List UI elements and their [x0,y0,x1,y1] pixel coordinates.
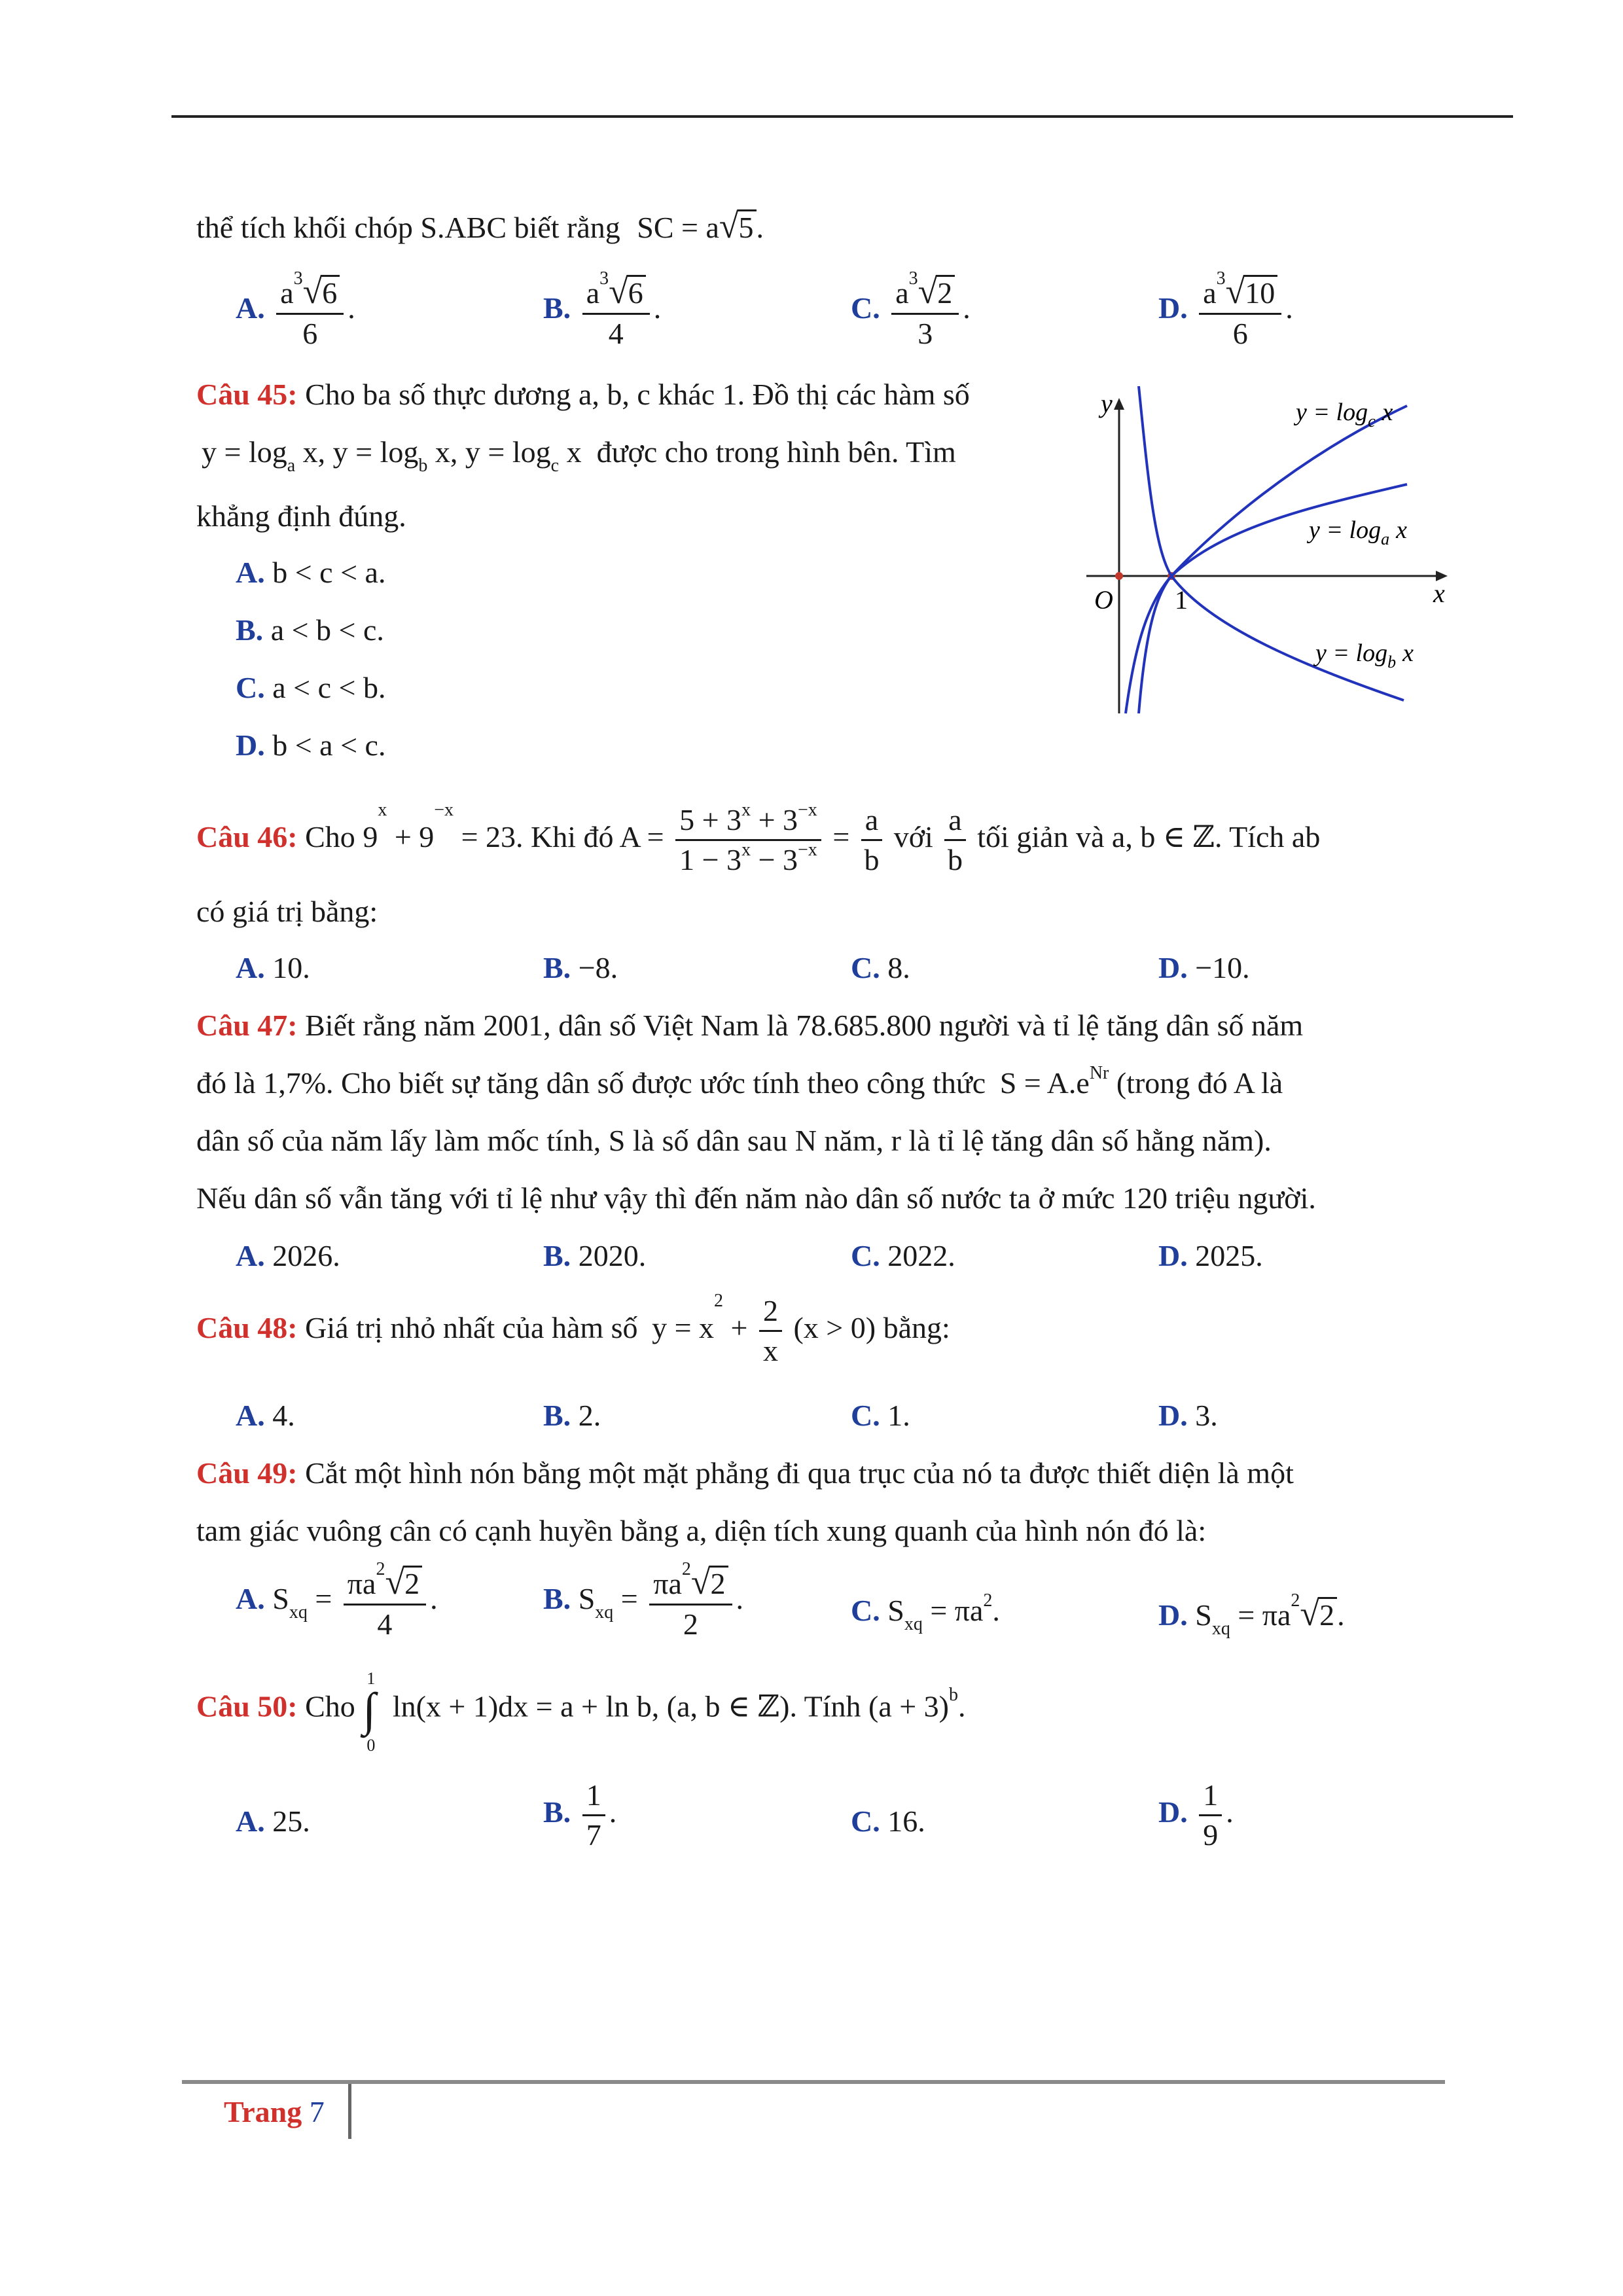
option-label: A. [236,291,265,325]
q45-line3: khẳng định đúng. [196,499,406,533]
q46-option-c: C. 8. [851,951,910,984]
option-label: C. [851,291,880,325]
q44-sqrt: 5 [738,209,757,243]
q50-option-b: B. $\frac{1}{7}$ . [543,1778,617,1852]
q47-line2: đó là 1,7%. Cho biết sự tăng dân số được ước tính theo công thức $S = A.e^{Nr}$ (trong đó A là [196,1063,1283,1100]
origin-point [1115,572,1123,580]
q50-option-d: D. $\frac{1}{9}$ . [1158,1778,1234,1852]
q47-line4: Nếu dân số vẫn tăng với tỉ lệ như vậy thì đến năm nào dân số nước ta ở mức 120 triệu người. [196,1181,1316,1215]
integral-sign: 1 ∫ 0 [363,1669,376,1755]
option-fraction: $\frac{a^3√6}{4}$ [582,274,650,349]
q47-option-b: B. 2020. [543,1239,647,1272]
question-label: Câu 48: [196,1311,298,1345]
one-label: 1 [1175,585,1188,615]
q49-option-a: A. $S_{xq}$ = $\frac{\pi a^2√2}{4}$ . [236,1559,438,1641]
q44-option-d: D. $\frac{a^3√10}{6}$ . [1158,268,1293,350]
q46-option-a: A. 10. [236,951,310,984]
q47-option-d: D. 2025. [1158,1239,1263,1272]
page-footer [224,2094,325,2129]
curve-log-c [1139,406,1407,713]
y-label: y [1101,389,1113,418]
q44-option-c: C. $\frac{a^3√2}{3}$ . [851,268,971,350]
q46-option-b: B. −8. [543,951,618,984]
label-log-c: $y = \log_c x$ [1296,399,1393,431]
q48-option-a: A. 4. [236,1399,295,1432]
q44-end: . [756,211,764,244]
q49-line1: Câu 49: Cắt một hình nón bằng một mặt phẳng đi qua trục của nó ta được thiết diện là một [196,1456,1294,1490]
q46-line1: Câu 46: Cho $9^x + 9^{-x} = 23$. Khi đó A = $\frac{5 + 3^x + 3^{-x}}{1 - 3^x - 3^{-x}}$ = $\frac{a}{b}$ với $\frac{a}{b}$ tối giản và a, b ∈ ℤ. Tích ab [196,800,1321,876]
origin-label: O [1094,585,1113,615]
x-label: x [1433,579,1445,608]
q48-option-b: B. 2. [543,1399,601,1432]
q45-line2: $y = \log_a x$, $y = \log_b x$, $y = \log_c x$ được cho trong hình bên. Tìm [202,435,956,476]
question-label: Câu 47: [196,1009,298,1042]
q48-line1: Câu 48: Giá trị nhỏ nhất của hàm số $y = x^2$ + $\frac{2}{x}$ (x > 0) bằng: [196,1291,950,1367]
page-number: 7 [309,2095,325,2128]
q45-line1 [196,380,970,410]
label-log-b: $y = \log_b x$ [1315,639,1414,672]
question-label: Câu 46: [196,820,298,854]
log-graph [1073,386,1453,726]
q49-option-c: C. $S_{xq} = \pi a^2$. [851,1590,1000,1634]
question-label: Câu 50: [196,1689,298,1723]
option-fraction: $\frac{a^3√2}{3}$ [891,274,959,349]
q44-stem [196,208,764,243]
q50-option-a: A. 25. [236,1804,310,1838]
sqrt-symbol: √ [719,206,739,245]
footer-divider [348,2084,351,2139]
q46-option-d: D. −10. [1158,951,1250,984]
q45-option-a: A. b < c < a. [236,556,386,589]
q49-option-b: B. $S_{xq}$ = $\frac{\pi a^2√2}{2}$ . [543,1559,744,1641]
question-label: Câu 49: [196,1456,298,1490]
page-label: Trang [224,2095,302,2128]
q45-option-c: C. a < c < b. [236,671,386,704]
q50-line1: Câu 50: Cho 1 ∫ 0 ln(x + 1)dx = a + ln b, (a, b ∈ ℤ). Tính $(a + 3)^b$. [196,1669,966,1755]
q47-line3: dân số của năm lấy làm mốc tính, S là số dân sau N năm, r là tỉ lệ tăng dân số hằng năm). [196,1124,1272,1157]
q45-text2: được cho trong hình bên. Tìm [596,435,956,469]
q49-option-d: D. $S_{xq} = \pi a^2√2$. [1158,1590,1345,1639]
q45-option-b: B. a < b < c. [236,613,384,647]
q46-line2: có giá trị bằng: [196,895,378,928]
footer-rule [182,2080,1445,2084]
option-fraction: $\frac{a^3√10}{6}$ [1199,274,1281,349]
q50-option-c: C. 16. [851,1804,925,1838]
q45-option-d: D. b < a < c. [236,728,386,762]
q47-line1: Câu 47: Biết rằng năm 2001, dân số Việt Nam là 78.685.800 người và tỉ lệ tăng dân số năm [196,1009,1304,1042]
q47-option-c: C. 2022. [851,1239,955,1272]
option-label: B. [543,291,571,325]
q45-text: Cho ba số thực dương a, b, c khác 1. Đồ thị các hàm số [305,378,970,411]
question-label: Câu 45: [196,378,298,411]
q49-line2: tam giác vuông cân có cạnh huyền bằng a, diện tích xung quanh của hình nón đó là: [196,1514,1207,1547]
q48-option-c: C. 1. [851,1399,910,1432]
option-fraction: $\frac{a^3√6}{6}$ [276,274,344,349]
q47-option-a: A. 2026. [236,1239,340,1272]
q48-option-d: D. 3. [1158,1399,1218,1432]
label-log-a: $y = \log_a x$ [1309,516,1407,548]
q44-option-b: B. $\frac{a^3√6}{4}$ . [543,268,662,350]
q44-option-a: A. $\frac{a^3√6}{6}$ . [236,268,355,350]
q44-text: thể tích khối chóp S.ABC biết rằng [196,211,620,244]
y-axis-arrow [1114,398,1124,410]
q44-math: SC = a [637,211,719,244]
header-rule [171,115,1513,118]
option-label: D. [1158,291,1188,325]
